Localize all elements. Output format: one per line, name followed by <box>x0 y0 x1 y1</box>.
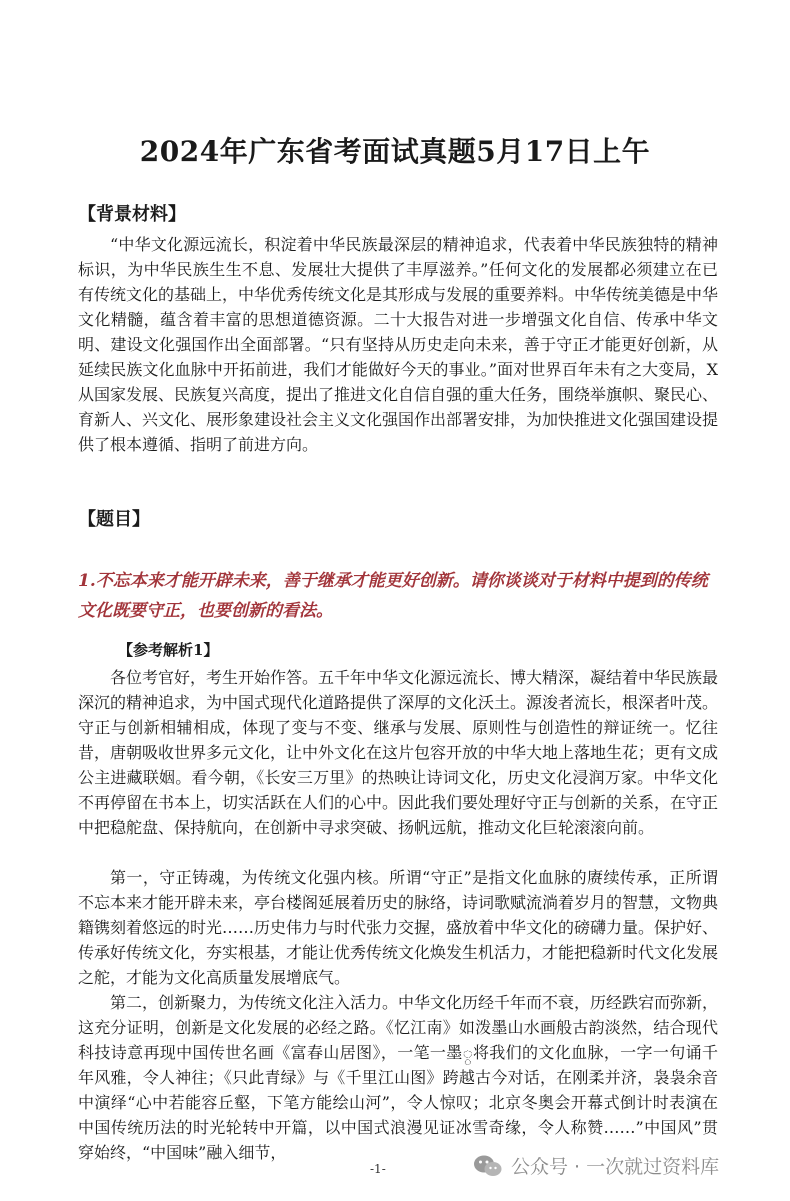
watermark-text: 公众号 · 一次就过资料库 <box>511 1156 720 1178</box>
question-heading: 【题目】 <box>78 509 150 530</box>
analysis-heading: 【参考解析1】 <box>118 641 219 659</box>
watermark <box>473 1152 719 1179</box>
page-title: 2024年广东省考面试真题5月17日上午 <box>139 135 651 168</box>
analysis-paragraph-1: 各位考官好，考生开始作答。五千年中华文化源远流长、博大精深，凝结着中华民族最深沉的精神追求，为中国式现代化道路提供了深厚的文化沃土。源浚者流长，根深者叶茂。守正与创新相辅相成，体现了变与不变、继承与发展、原则性与创造性的辩证统一。忆往昔，唐朝吸收世界多元文化，让中外文化在这片包容开放的中华大地上落地生花；更有文成公主进藏联姻。看今朝，《长安三万里》的热映让诗词文化，历史文化浸润万家。中华文化不再停留在书本上，切实活跃在人们的心中。因此我们要处理好守正与创新的关系，在守正中把稳舵盘、保持航向，在创新中寻求突破、扬帆远航，推动文化巨轮滚滚向前。 <box>78 668 719 837</box>
background-text: “中华文化源远流长，积淀着中华民族最深层的精神追求，代表着中华民族独特的精神标识，为中华民族生生不息、发展壮大提供了丰厚滋养。”任何文化的发展都必须建立在已有传统文化的基础上，中华优秀传统文化是其形成与发展的重要养料。中华传统美德是中华文化精髓，蕴含着丰富的思想道德资源。二十大报告对进一步增强文化自信、传承中华文明、建设文化强国作出全面部署。“只有坚持从历史走向未来，善于守正才能更好创新，从延续民族文化血脉中开拓前进，我们才能做好今天的事业。”面对世界百年未有之大变局，X从国家发展、民族复兴高度，提出了推进文化自信自强的重大任务，围绕举旗帜、聚民心、育新人、兴文化、展形象建设社会主义文化强国作出部署安排，为加快推进文化强国建设提供了根本遵循、指明了前进方向。 <box>78 235 719 454</box>
analysis-paragraph-3: 第二，创新聚力，为传统文化注入活力。中华文化历经千年而不衰，历经跌宕而弥新，这充分证明，创新是文化发展的必经之路。《忆江南》如泼墨山水画般古韵淡然，结合现代科技诗意再现中国传世名画《富春山居图》，一笔一墨္将我们的文化血脉，一字一句诵千年风雅，令人神往；《只此青绿》与《千里江山图》跨越古今对话，在刚柔并济，袅袅余音中演绎“心中若能容丘壑，下笔方能绘山河”，令人惊叹；北京冬奥会开幕式倒计时表演在中国传统历法的时光轮转中开篇，以中国式浪漫见证冰雪奇缘，令人称赞……”中国风”贯穿始终，“中国味”融入细节， <box>78 993 719 1162</box>
background-heading: 【背景材料】 <box>78 204 186 225</box>
wechat-official-account-icon <box>473 1154 503 1178</box>
page-number: -1- <box>370 1162 386 1176</box>
analysis-paragraph-2: 第一，守正铸魂，为传统文化强内核。所谓“守正”是指文化血脉的赓续传承，正所谓不忘本来才能开辟未来，亭台楼阁延展着历史的脉络，诗词歌赋流淌着岁月的智慧，文物典籍镌刻着悠远的时光……历史伟力与时代张力交握，盛放着中华文化的磅礴力量。保护好、传承好传统文化，夯实根基，才能让优秀传统文化焕发生机活力，才能把稳新时代文化发展之舵，才能为文化高质量发展增底气。 <box>78 868 719 987</box>
question-text: 1.不忘本来才能开辟未来，善于继承才能更好创新。请你谈谈对于材料中提到的传统文化既要守正，也要创新的看法。 <box>78 571 708 621</box>
